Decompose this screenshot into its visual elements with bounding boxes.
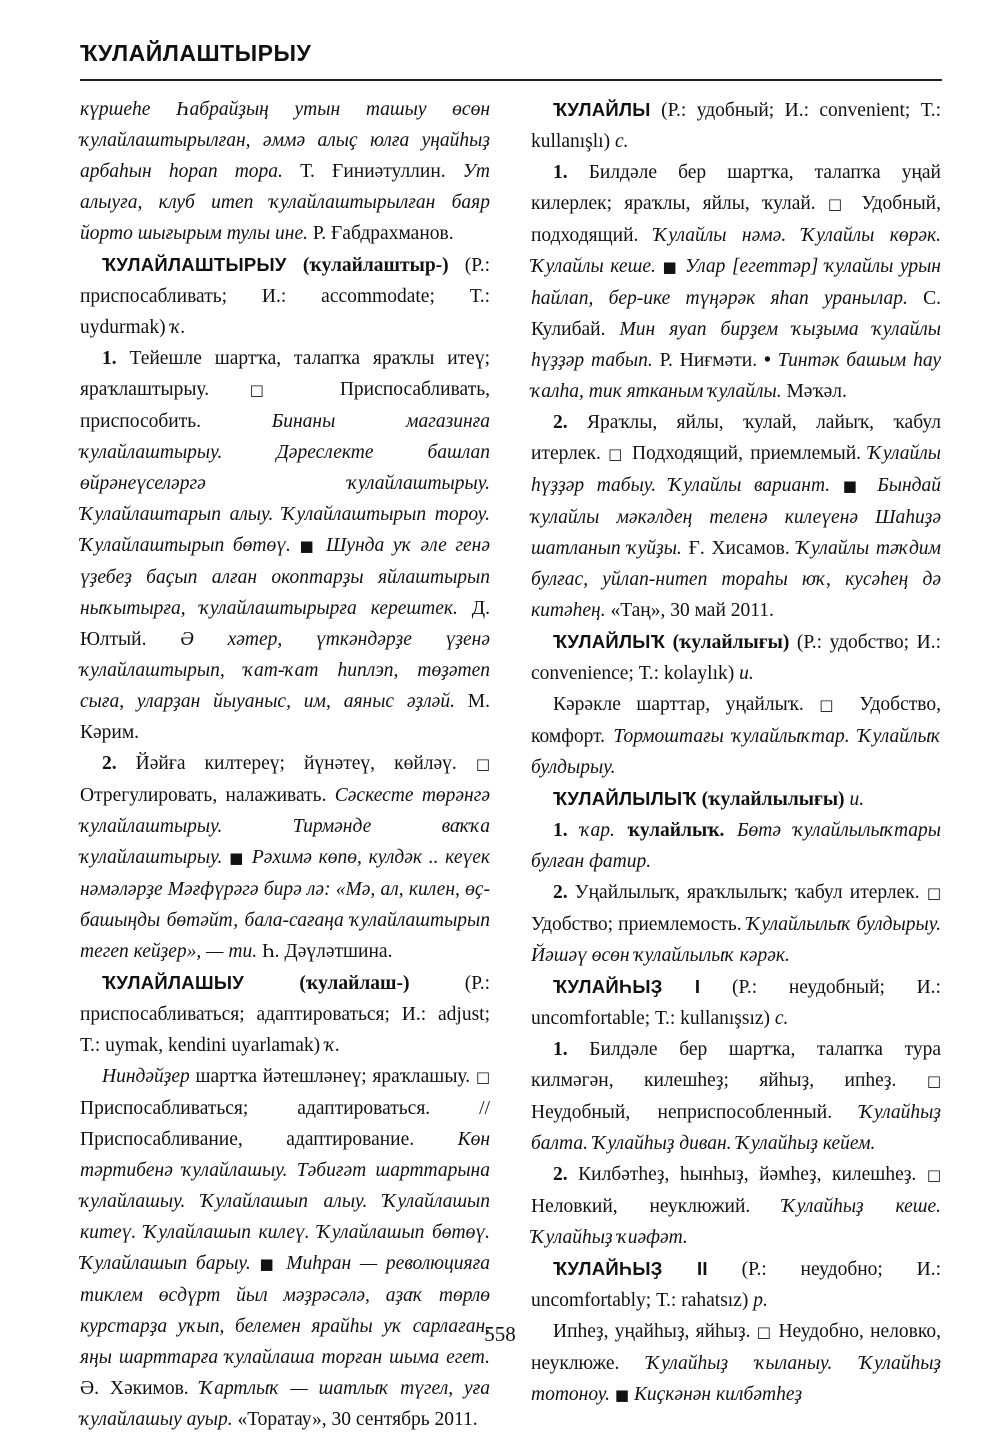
- entry-paragraph: ҠУЛАЙҺЫҘ I (Р.: неудобный; И.: uncomfortable; Т.: kullanışsız) с.: [531, 976, 941, 1029]
- entry-paragraph: ҠУЛАЙЛЫҠ (ҡулайлығы) (Р.: удобство; И.: convenience; Т.: kolaylık) и.: [531, 631, 941, 684]
- entry-paragraph: Ипһеҙ, уңайһыҙ, яйһыҙ. □ Неудобно, неловко, неуклюже. Ҡулайһыҙ ҡыланыу. Ҡулайһыҙ тотоноу. ■ Киҫкәнән килбәтһеҙ: [531, 1321, 942, 1405]
- running-head: ҠУЛАЙЛАШТЫРЫУ: [80, 40, 312, 66]
- entry-paragraph: 2. Килбәтһеҙ, һынһыҙ, йәмһеҙ, килешһеҙ. □ Неловкий, неуклюжий. Ҡулайһыҙ кеше. Ҡулайһыҙ ҡиәфәт.: [531, 1164, 941, 1248]
- entry-paragraph: ҠУЛАЙЛЫЛЫҠ (ҡулайлылығы) и.: [553, 788, 865, 810]
- entry-paragraph: күршеһе Һабрайҙың утын ташыу өсөн ҡулайлаштырылған, әммә алыҫ юлға уңайһыҙ арбаһын һорап тора. Т. Ғиниәтуллин. Ут алыуға, клуб итеп ҡулайлаштырылған баяр йорто шығырым тулы ине. Р. Ғабдрахманов.: [80, 99, 490, 244]
- entry-paragraph: ҠУЛАЙЛАШТЫРЫУ (ҡулайлаштыр-) (Р.: приспосабливать; И.: accommodate; Т.: uydurmak) ҡ.: [80, 254, 490, 338]
- entry-paragraph: 1. ҡар. ҡулайлыҡ. Бөтә ҡулайлылыҡтары булған фатир.: [531, 820, 941, 872]
- entry-paragraph: 1. Билдәле бер шартҡа, талапҡа уңай килерлек; яраҡлы, яйлы, ҡулай. □ Удобный, подходящий. Ҡулайлы нәмә. Ҡулайлы көрәк. Ҡулайлы кеше. ■ Улар [егеттәр] ҡулайлы урын һайлап, бер-ике түңәрәк яһап уранылар. С. Кулибай. Мин яуап бирҙем ҡыҙыма ҡулайлы һүҙҙәр табып. Р. Ниғмәти. • Тинтәк башым һау ҡалһа, тик ятканым ҡулайлы. Мәҡәл.: [531, 162, 941, 402]
- left-column: [80, 94, 490, 1435]
- entry-paragraph: 2. Йәйға килтереү; йүнәтеү, көйләү. □ Отрегулировать, налаживать. Сәскесте төрәнгә ҡулайлаштырыу. Тирмәнде ваҡҡа ҡулайлаштырыу. ■ Рәхимә көпө, кулдәк .. кеүек нәмәләрҙе Мәғфүрәгә бирә лә: «Мә, ал, килен, өҫ-башыңды бөтәйт, бала-сағаңа ҡулайлаштырып тегеп кейҙер», — ти. Һ. Дәүләтшина.: [80, 753, 490, 962]
- entry-paragraph: 1. Тейешле шартҡа, талапҡа яраҡлы итеү; яраҡлаштырыу. □ Приспосабливать, приспособить. Бинаны магазинға ҡулайлаштырыу. Дәреслекте башлап өйрәнеүселәргә ҡулайлаштырыу. Ҡулайлаштарып алыу. Ҡулайлаштырып тороу. Ҡулайлаштырып бөтөү. ■ Шунда уҡ әле генә үҙебеҙ баҫып алған окоптарҙы яйлаштырып ныҡытырға, ҡулайлаштырырға керештек. Д. Юлтый. Ә хәтер, үткәндәрҙе үҙенә ҡулайлаштырып, ҡат-ҡат һиплэп, төҙәтеп сыға, уларҙан йыуаныс, им, аяныс әҙләй. М. Кәрим.: [80, 348, 491, 743]
- entry-paragraph: ҠУЛАЙЛЫ (Р.: удобный; И.: convenient; Т.: kullanışlı) с.: [531, 99, 941, 152]
- entry-paragraph: ҠУЛАЙЛАШЫУ (ҡулайлаш-) (Р.: приспосабливаться; адаптироваться; И.: adjust; Т.: uymak, kendini uyarlamak) ҡ.: [80, 972, 490, 1056]
- entry-paragraph: 2. Уңайлылыҡ, яраҡлылыҡ; ҡабул итерлек. □ Удобство; приемлемость. Ҡулайлылыҡ булдырыу. Йәшәү өсөн ҡулайлылыҡ кәрәк.: [531, 882, 941, 966]
- entry-paragraph: Кәрәкле шарттар, уңайлыҡ. □ Удобство, комфорт. Тормоштағы ҡулайлыҡтар. Ҡулайлыҡ булдырыу.: [531, 694, 942, 778]
- page-number: 558: [484, 1322, 516, 1346]
- entry-paragraph: Ниндәйҙер шартҡа йәтешләнеү; яраҡлашыу. □ Приспосабливаться; адаптироваться. // Приспосабливание, адаптирование. Көн тәртибенә ҡулайлашыу. Тәбиғәт шарттарына ҡулайлашыу. Ҡулайлашып алыу. Ҡулайлашып китеү. Ҡулайлашып килеү. Ҡулайлашып бөтөү. Ҡулайлашып барыу. ■ Миһран — революцияға тиклем өсдүрт йыл мәҙрәсәлә, аҙаҡ төрлө курстарҙа уҡып, белемен ярайһы уҡ сарлаған, яңы шарттарға ҡулайлаша торған шыма егет. Ә. Хәкимов. Ҡартлыҡ — шатлыҡ түгел, уға ҡулайлашыу ауыр. «Торатау», 30 сентябрь 2011.: [80, 1066, 490, 1430]
- entry-paragraph: ҠУЛАЙҺЫҘ II (Р.: неудобно; И.: uncomfortably; Т.: rahatsız) р.: [531, 1258, 941, 1311]
- header-rule: [80, 79, 942, 81]
- entry-paragraph: 2. Яраҡлы, яйлы, ҡулай, лайыҡ, ҡабул итерлек. □ Подходящий, приемлемый. Ҡулайлы һүҙҙәр табыу. Ҡулайлы вариант. ■ Бындай ҡулайлы мәкәлдең теленә килеүенә Шаһиҙә шатланып ҡуйҙы. Ғ. Хисамов. Ҡулайлы тәҡдим булғас, уйлап-нитеп тораһы юҡ, кусәһең дә китәһең. «Таң», 30 май 2011.: [531, 412, 941, 621]
- right-column: [531, 94, 941, 1411]
- entry-paragraph: 1. Билдәле бер шартҡа, талапҡа тура килмәгән, килешһеҙ; яйһыҙ, ипһеҙ. □ Неудобный, неприспособленный. Ҡулайһыҙ балта. Ҡулайһыҙ диван. Ҡулайһыҙ кейем.: [531, 1039, 941, 1154]
